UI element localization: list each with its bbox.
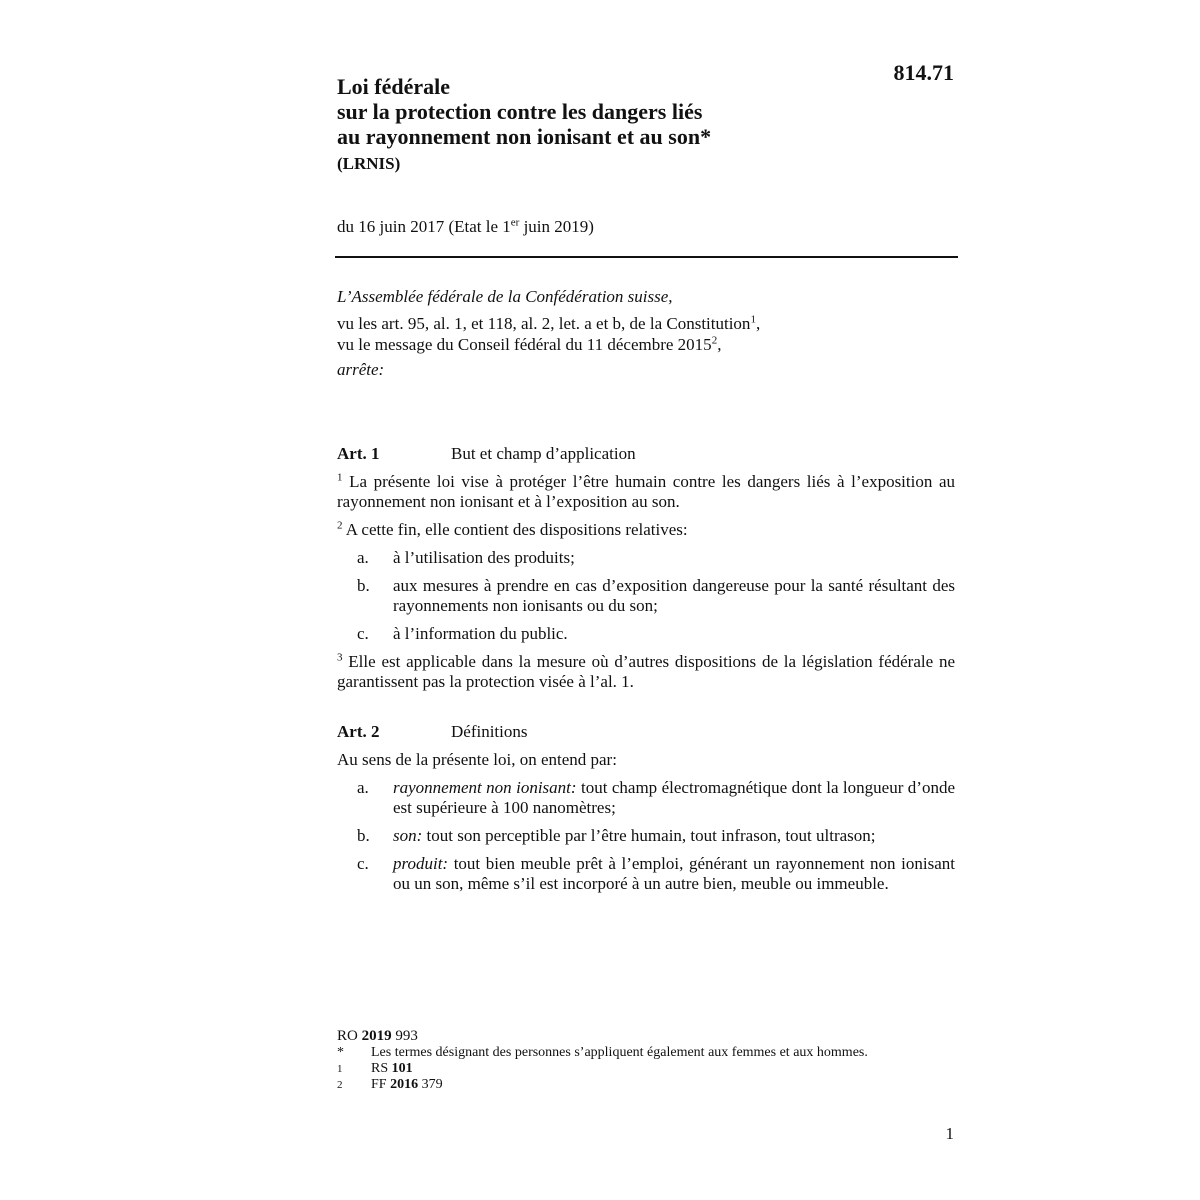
preamble-punct: , (717, 335, 722, 354)
footnote-ref-1[interactable]: 1 (750, 313, 756, 326)
definition-text (393, 854, 955, 894)
article-1-paragraph-3 (337, 652, 955, 692)
list-item (337, 548, 955, 568)
definition-body: tout bien meuble prêt à l’emploi, générant un rayonnement non ionisant ou un son, même s’il est incorporé à un autre bien, meuble ou immeuble. (393, 854, 955, 893)
footnote-text (371, 1077, 443, 1093)
article-2 (337, 722, 955, 894)
preamble-message (337, 334, 957, 355)
footnote-mark: 2 (337, 1079, 343, 1091)
list-item (337, 854, 955, 894)
article-number: Art. 1 (337, 444, 380, 463)
list-letter: a. (357, 548, 369, 567)
header-divider (335, 256, 958, 258)
ro-page: 993 (391, 1028, 418, 1044)
definition-term: rayonnement non ionisant: (393, 778, 577, 797)
law-title (337, 74, 897, 175)
article-1-paragraph-1 (337, 472, 955, 512)
paragraph-number: 2 (337, 519, 343, 532)
paragraph-text: La présente loi vise à protéger l’être humain contre les dangers liés à l’exposition au rayonnement non ionisant et à l’exposition au son. (337, 472, 955, 511)
preamble (337, 286, 957, 380)
date-superscript: er (510, 216, 520, 229)
list-letter: a. (357, 778, 369, 797)
official-compilation-ref (337, 1027, 957, 1045)
article-title: Définitions (451, 722, 528, 741)
preamble-punct: , (755, 314, 761, 333)
footnote-prefix: FF (371, 1077, 391, 1092)
footnote-mark: * (337, 1045, 344, 1060)
footnote (337, 1045, 957, 1061)
preamble-message-text: vu le message du Conseil fédéral du 11 décembre 2015 (337, 335, 712, 354)
list-item (337, 576, 955, 616)
ro-year: 2019 (361, 1028, 392, 1044)
preamble-constitution-text: vu les art. 95, al. 1, et 118, al. 2, let. a et b, de la Constitution (337, 314, 751, 333)
ro-prefix: RO (337, 1028, 362, 1044)
definition-text (393, 826, 955, 846)
paragraph-text: A cette fin, elle contient des dispositions relatives: (342, 520, 688, 539)
article-number: Art. 2 (337, 722, 380, 741)
law-abbreviation: (LRNIS) (337, 154, 401, 173)
preamble-decision: arrête: (337, 360, 385, 379)
list-item (337, 624, 955, 644)
document-number: 814.71 (893, 60, 954, 85)
title-line: sur la protection contre les dangers liés (337, 99, 703, 124)
footnote-bold: 101 (391, 1061, 413, 1076)
paragraph-text: Elle est applicable dans la mesure où d’autres dispositions de la législation fédérale ne garantissent pas la protection visée à l’al. 1. (337, 652, 955, 691)
list-item (337, 826, 955, 846)
footnote (337, 1061, 957, 1077)
date-suffix: juin 2019) (519, 217, 594, 236)
list-letter: b. (357, 576, 370, 595)
list-letter: c. (357, 854, 369, 873)
footnote-text (371, 1061, 413, 1077)
list-text: à l’utilisation des produits; (393, 548, 575, 567)
paragraph-number: 3 (337, 651, 343, 664)
preamble-constitution (337, 313, 957, 334)
footnote-bold: 2016 (390, 1077, 419, 1092)
article-1-heading (337, 444, 955, 464)
definition-text (393, 778, 955, 818)
definition-body: tout son perceptible par l’être humain, tout infrason, tout ultrason; (422, 826, 876, 845)
law-date (337, 216, 594, 238)
list-letter: b. (357, 826, 370, 845)
preamble-assembly: L’Assemblée fédérale de la Confédération suisse, (337, 287, 673, 306)
footnote-ref-2[interactable]: 2 (711, 334, 718, 347)
definition-term: son: (393, 826, 423, 845)
footnote-text: Les termes désignant des personnes s’appliquent également aux femmes et aux hommes. (371, 1045, 868, 1060)
page-number: 1 (945, 1124, 954, 1143)
list-text: aux mesures à prendre en cas d’exposition dangereuse pour la santé résultant des rayonnements non ionisants ou du son; (393, 576, 955, 615)
article-1-paragraph-2 (337, 520, 955, 540)
date-prefix: du 16 juin 2017 (Etat le 1 (337, 217, 511, 236)
article-2-heading (337, 722, 955, 742)
definition-term: produit: (393, 854, 449, 873)
footnote (337, 1077, 957, 1093)
list-text: à l’information du public. (393, 624, 568, 643)
footnote-prefix: RS (371, 1061, 392, 1076)
title-line: Loi fédérale (337, 74, 451, 99)
definition-body: tout champ électromagnétique dont la longueur d’onde est supérieure à 100 nanomètres; (393, 778, 956, 817)
article-1 (337, 444, 955, 692)
list-item (337, 778, 955, 818)
article-2-intro: Au sens de la présente loi, on entend par: (337, 750, 617, 769)
list-letter: c. (357, 624, 369, 643)
paragraph-number: 1 (337, 471, 343, 484)
title-line: au rayonnement non ionisant et au son* (337, 124, 712, 149)
footnotes (337, 1027, 957, 1093)
footnote-suffix: 379 (418, 1077, 443, 1092)
footnote-mark: 1 (337, 1063, 343, 1075)
article-title: But et champ d’application (451, 444, 636, 463)
